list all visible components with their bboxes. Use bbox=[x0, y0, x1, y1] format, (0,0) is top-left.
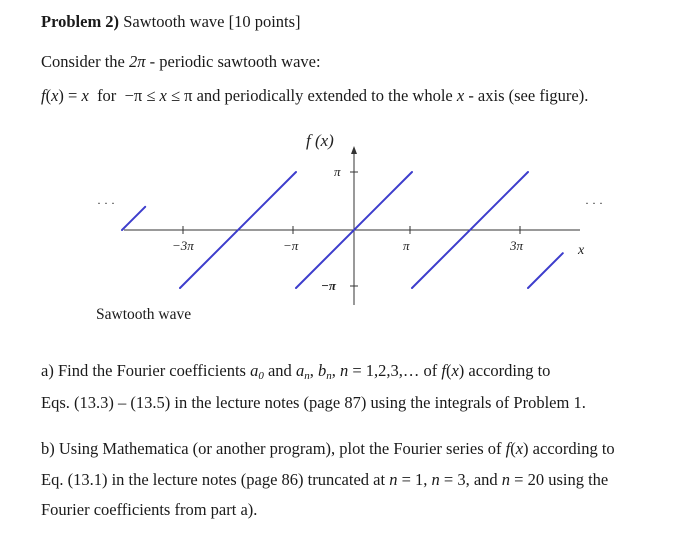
sawtooth-segment-0 bbox=[122, 207, 145, 230]
pb2-n2: n bbox=[431, 470, 440, 489]
intro-text-pre: Consider the bbox=[41, 52, 129, 71]
part-b-line2 bbox=[41, 470, 608, 490]
pb2-post: using the bbox=[544, 470, 609, 489]
ytick-label-top: π bbox=[334, 164, 341, 179]
def-range-pre: −π ≤ bbox=[124, 86, 160, 105]
pb2-mid: and bbox=[469, 470, 502, 489]
labels-group bbox=[97, 131, 603, 293]
pa-pre: a) Find the Fourier coefficients bbox=[41, 361, 251, 380]
pb2-pre: Eq. (13.1) in the lecture notes (page 86) truncated at bbox=[41, 470, 390, 489]
def-lp: ( bbox=[45, 86, 52, 105]
def-rhs: x bbox=[81, 86, 89, 105]
pb-x: x bbox=[515, 439, 524, 458]
def-var: x bbox=[51, 86, 59, 105]
sawtooth-segment-4 bbox=[528, 253, 563, 288]
pb-lp: ( bbox=[510, 439, 516, 458]
def-range-var: x bbox=[159, 86, 167, 105]
ellipsis-right: · · · bbox=[585, 196, 603, 210]
pa-rp: ) bbox=[458, 361, 465, 380]
pb2-n1: n bbox=[389, 470, 398, 489]
pa-f: f bbox=[441, 361, 446, 380]
def-rp: ) bbox=[58, 86, 64, 105]
pa-an-sub: n bbox=[304, 370, 310, 382]
figure-caption: Sawtooth wave bbox=[96, 306, 192, 323]
xtick-label-negpi: −π bbox=[283, 238, 299, 253]
ellipsis-left: · · · bbox=[97, 196, 115, 210]
pb-f: f bbox=[505, 439, 511, 458]
pb-post: according to bbox=[528, 439, 615, 458]
y-axis-arrow bbox=[351, 146, 357, 154]
pa-and: and bbox=[263, 361, 296, 380]
part-a-line2: Eqs. (13.3) – (13.5) in the lecture notes (page 87) using the integrals of Problem 1. bbox=[41, 393, 586, 412]
def-rest1: and periodically extended to the whole bbox=[196, 86, 457, 105]
pb2-n3: n bbox=[501, 470, 511, 489]
pa-comma2: , bbox=[331, 361, 340, 380]
def-range-post: ≤ π bbox=[166, 86, 193, 105]
ylabel: f (x) bbox=[306, 131, 334, 150]
def-for: for bbox=[97, 86, 117, 105]
problem-label: Problem 2) bbox=[41, 12, 120, 31]
problem-title: Sawtooth wave bbox=[123, 12, 225, 31]
intro-period: 2π bbox=[129, 52, 146, 71]
pa-n-range: = 1,2,3,… of bbox=[348, 361, 442, 380]
def-rest2: - axis (see figure). bbox=[464, 86, 589, 105]
intro-text-post: - periodic sawtooth wave: bbox=[145, 52, 321, 71]
part-b-line1 bbox=[41, 439, 615, 459]
pa-x: x bbox=[451, 361, 459, 380]
pa-n: n bbox=[339, 361, 349, 380]
pa-post: according to bbox=[464, 361, 551, 380]
xtick-label-pi: π bbox=[403, 238, 410, 253]
pa-a0-sub: 0 bbox=[258, 370, 264, 382]
part-a-line1 bbox=[41, 361, 550, 382]
axes-group bbox=[124, 146, 580, 305]
def-eq: = bbox=[63, 86, 82, 105]
xlabel: x bbox=[578, 243, 585, 258]
pa-bn-sub: n bbox=[326, 370, 332, 382]
pb-rp: ) bbox=[523, 439, 529, 458]
problem-points: [10 points] bbox=[228, 12, 301, 31]
pa-an: a bbox=[295, 361, 305, 380]
pa-a0: a bbox=[250, 361, 259, 380]
pb-pre: b) Using Mathematica (or another program), plot the Fourier series of bbox=[41, 439, 506, 458]
pa-lp: ( bbox=[445, 361, 452, 380]
def-func: f bbox=[41, 86, 46, 105]
xtick-label-3pi: 3π bbox=[510, 238, 524, 253]
def-axis-var: x bbox=[456, 86, 465, 105]
pb2-v1: = 1, bbox=[397, 470, 428, 489]
pa-bn: b bbox=[317, 361, 327, 380]
pb2-v2: = 3, bbox=[439, 470, 470, 489]
xtick-label-neg3pi: −3π bbox=[172, 238, 194, 253]
ytick-label-bottom: −π bbox=[321, 278, 336, 293]
part-b-line3: Fourier coefficients from part a). bbox=[41, 500, 258, 519]
pb2-v3: = 20 bbox=[510, 470, 545, 489]
pa-comma1: , bbox=[309, 361, 318, 380]
